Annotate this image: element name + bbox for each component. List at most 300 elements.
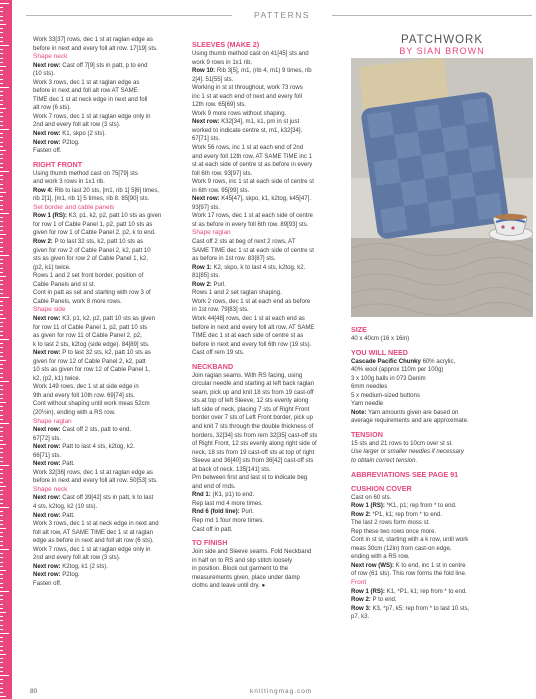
bold-label: Row 2: xyxy=(351,511,371,518)
column-2 xyxy=(192,36,342,591)
body-line: before in next and every foll alt row. 17[19] sts. xyxy=(33,45,158,52)
body-line xyxy=(33,460,183,469)
section-heading: TENSION xyxy=(351,429,383,439)
section-heading: CUSHION COVER xyxy=(351,483,412,493)
ruler-tick xyxy=(0,7,3,8)
ruler-tick xyxy=(0,251,3,252)
body-line: work 9 rows in 1x1 rib. xyxy=(192,59,253,66)
ruler-tick xyxy=(0,440,3,441)
ruler-tick xyxy=(0,322,3,323)
ruler-tick xyxy=(0,95,3,96)
ruler-tick xyxy=(0,490,3,491)
ruler-tick xyxy=(0,578,3,579)
column-3 xyxy=(351,325,531,622)
ruler-tick xyxy=(0,339,9,340)
body-line: Using thumb method cast on 75[79] sts xyxy=(33,170,138,177)
body-line: sts as given for row 2 of Cable Panel 1, k2, xyxy=(33,256,148,263)
ruler-tick xyxy=(0,238,3,239)
bold-label: Row 3: xyxy=(351,605,371,612)
body-line xyxy=(351,596,531,605)
body-line: Yarn needle xyxy=(351,401,384,408)
body-line: Work 7 rows, dec 1 st at raglan edge only in xyxy=(33,113,151,120)
body-line: and work 3 rows in 1x1 rib. xyxy=(33,179,105,186)
body-line: (p2, k1) twice. xyxy=(33,264,71,271)
pattern-title: PATCHWORK xyxy=(400,34,484,46)
line-text: Cast off 7[9] sts in patt, p to end xyxy=(60,62,148,69)
body-line: and knit 7 sts through the double thickness of xyxy=(192,423,314,430)
body-line: given for row 12 of Cable Panel 2, k2, patt xyxy=(33,358,146,365)
sub-heading: Shape neck xyxy=(33,485,68,493)
ruler-tick xyxy=(0,402,6,403)
ruler-tick xyxy=(0,616,3,617)
body-line: Pm between first and last st to indicate beg xyxy=(192,475,308,482)
body-line: (20½in), ending with a RS row. xyxy=(33,409,116,416)
body-line: st as before in every foll 6th row. 89[93] sts. xyxy=(192,221,309,228)
bold-label: Next row: xyxy=(33,427,61,434)
section-label: PATTERNS xyxy=(253,10,311,20)
body-line: Cast off 2 sts at beg of next 2 rows, AT xyxy=(192,239,296,246)
ruler-tick xyxy=(0,104,3,105)
ruler-tick xyxy=(0,389,3,390)
ruler-tick xyxy=(0,377,3,378)
ruler-tick xyxy=(0,696,6,697)
ruler-tick xyxy=(0,654,6,655)
ruler-tick xyxy=(0,574,3,575)
ruler-tick xyxy=(0,335,3,336)
body-line xyxy=(351,358,531,367)
body-line: Work 9 more rows without shaping. xyxy=(192,110,287,117)
ruler-tick xyxy=(0,406,3,407)
ruler-tick xyxy=(0,289,3,290)
bold-label: Row 1 (RS): xyxy=(351,503,385,510)
body-line: p7, k3. xyxy=(351,614,370,621)
ruler-tick xyxy=(0,70,3,71)
ruler-tick xyxy=(0,297,9,298)
ruler-tick xyxy=(0,276,6,277)
ruler-tick xyxy=(0,133,3,134)
body-line: at back of neck. 135[141] sts. xyxy=(192,466,271,473)
ruler-tick xyxy=(0,121,3,122)
section-heading: RIGHT FRONT xyxy=(33,159,83,169)
body-line: meas 30cm (12in) from cast-on edge, xyxy=(351,545,452,552)
ruler-tick xyxy=(0,347,3,348)
line-text: *K1, p1; rep from * to end. xyxy=(384,503,457,510)
body-line: left side of neck, placing 7 sts of Right Front xyxy=(192,406,310,413)
ruler-tick xyxy=(0,394,3,395)
header-rule-left xyxy=(26,15,232,16)
ruler-tick xyxy=(0,385,3,386)
body-line xyxy=(33,62,183,71)
ruler-tick xyxy=(0,671,3,672)
body-line: 2[4]. 51[55] sts. xyxy=(192,76,234,83)
ruler-tick xyxy=(0,137,3,138)
body-line: Work 33[37] rows, dec 1 st at raglan edge as xyxy=(33,37,153,43)
ruler-tick xyxy=(0,20,3,21)
ruler-tick xyxy=(0,486,6,487)
header-rule-right xyxy=(332,15,532,16)
note-text: to obtain correct tension. xyxy=(351,458,418,465)
ruler-tick xyxy=(0,591,9,592)
body-line xyxy=(33,426,183,435)
ruler-tick xyxy=(0,532,3,533)
ruler-tick xyxy=(0,381,9,382)
ruler-tick xyxy=(0,112,3,113)
body-line xyxy=(33,315,183,324)
body-line: of row (61 sts). This row forms the fold line. xyxy=(351,571,467,578)
ruler-tick xyxy=(0,398,3,399)
ruler-tick xyxy=(0,587,3,588)
line-text: Purl. xyxy=(211,281,226,288)
bold-label: Note: xyxy=(351,409,367,416)
body-line: Cast on 60 sts. xyxy=(351,494,392,501)
line-text: K1, *P1, k1; rep from * to end. xyxy=(384,588,467,595)
ruler-tick xyxy=(0,318,6,319)
line-text: Patt. xyxy=(60,461,75,468)
bold-label: Row 10: xyxy=(192,68,216,75)
ruler-tick xyxy=(0,171,9,172)
ruler-tick xyxy=(0,66,6,67)
body-line: for row 1 of Cable Panel 1, p2, patt 10 sts as xyxy=(33,221,153,228)
body-line: foll alt row, AT SAME TIME dec 1 st at raglan xyxy=(33,529,153,536)
line-text: K2tog, k1 (2 sts). xyxy=(60,563,108,570)
bold-label: Next row: xyxy=(33,139,61,146)
ruler-tick xyxy=(0,620,3,621)
body-line: Working in st st throughout, work 73 rows xyxy=(192,85,303,92)
line-text: K to end, inc 1 st in centre xyxy=(394,562,466,569)
ruler-tick xyxy=(0,675,9,676)
body-line: borders, 32[34] sts from rem 32[35] cast-off sts xyxy=(192,432,318,439)
body-line xyxy=(33,238,183,247)
ruler-tick xyxy=(0,226,3,227)
section-heading: NECKBAND xyxy=(192,361,234,371)
ruler-tick xyxy=(0,150,6,151)
bold-label: Next row: xyxy=(33,461,61,468)
body-line: Work 44[48] rows, dec 1 st at each end as xyxy=(192,315,305,322)
line-text: Purl. xyxy=(239,509,254,516)
body-line xyxy=(33,349,183,358)
ruler-tick xyxy=(0,410,3,411)
body-line: before in next and foll alt row AT SAME xyxy=(33,88,138,95)
bold-label: Row 1 (RS): xyxy=(351,588,385,595)
ruler-tick xyxy=(0,457,3,458)
ruler-tick xyxy=(0,448,3,449)
body-line: for row 11 of Cable Panel 1, p2, patt 10 sts xyxy=(33,324,148,331)
ruler-tick xyxy=(0,83,3,84)
ruler-tick xyxy=(0,163,3,164)
ruler-tick xyxy=(0,234,6,235)
ruler-tick xyxy=(0,683,3,684)
body-line: (10 sts). xyxy=(33,71,55,78)
line-text: Patt. xyxy=(60,512,75,519)
ruler-tick xyxy=(0,633,9,634)
ruler-tick xyxy=(0,305,3,306)
body-line xyxy=(351,562,531,571)
body-line: Cable Panels and st st. xyxy=(33,281,96,288)
body-line: circular needle and starting at left back raglan xyxy=(192,381,315,388)
ruler-tick xyxy=(0,599,3,600)
body-line xyxy=(192,195,342,204)
ruler-tick xyxy=(0,16,3,17)
body-line: Work 17 rows, dec 1 st at each side of centre xyxy=(192,213,313,220)
bold-label: Next row: xyxy=(33,572,61,579)
ruler-tick xyxy=(0,368,3,369)
body-line xyxy=(33,139,183,148)
ruler-tick xyxy=(0,154,3,155)
body-line: Cable Panels, work 8 more rows. xyxy=(33,298,122,305)
line-text: 60% acrylic, xyxy=(420,358,456,365)
body-line xyxy=(33,563,183,572)
ruler-tick xyxy=(0,604,3,605)
ruler-tick xyxy=(0,217,3,218)
body-line: Join raglan seams. With RS facing, using xyxy=(192,372,303,379)
bold-label: Next row: xyxy=(33,62,61,69)
ruler-tick xyxy=(0,259,3,260)
body-line: 6mm needles xyxy=(351,384,388,391)
body-line: Rep these two rows once more. xyxy=(351,528,437,535)
line-text: *P1, k1; rep from * to end. xyxy=(370,511,443,518)
line-text: P to last 32 sts, k2, patt 10 sts as xyxy=(52,239,144,246)
body-line xyxy=(33,512,183,521)
ruler-tick xyxy=(0,595,3,596)
bold-label: Row 2: xyxy=(192,281,212,288)
body-line: border over 7 sts of Left Front border, pick up xyxy=(192,415,313,422)
line-text: Patt to last 4 sts, k2tog, k2. xyxy=(60,444,135,451)
body-line: 10 sts as given for row 12 of Cable Panel 1, xyxy=(33,367,150,374)
ruler-tick xyxy=(0,364,3,365)
ruler-tick xyxy=(0,247,3,248)
ruler-tick xyxy=(0,688,3,689)
ruler-tick xyxy=(0,53,3,54)
ruler-tick xyxy=(0,331,3,332)
bold-label: Next row: xyxy=(192,119,220,126)
ruler-tick xyxy=(0,284,3,285)
ruler-tick xyxy=(0,146,3,147)
ruler-tick xyxy=(0,74,3,75)
ruler-tick xyxy=(0,662,3,663)
ruler-tick xyxy=(0,511,3,512)
body-line xyxy=(33,443,183,452)
body-line: rib 2[1], [m1, rib 1] 5 times, rib 8. 85[90] sts. xyxy=(33,196,150,203)
body-line: 9th and every foll 10th row. 69[74] sts. xyxy=(33,392,135,399)
sub-heading: Shape raglan xyxy=(33,417,72,425)
ruler-tick xyxy=(0,343,3,344)
bold-label: Next row: xyxy=(192,196,220,203)
ruler-tick xyxy=(0,301,3,302)
footer-site: knittingmag.com xyxy=(250,688,313,695)
line-text: K32[34], m1, k1, pm in st just xyxy=(219,119,300,126)
section-heading: SIZE xyxy=(351,325,367,334)
ruler-tick xyxy=(0,3,9,4)
ruler-tick xyxy=(0,566,3,567)
body-line: Work 9 rows, inc 1 st at each side of centre st xyxy=(192,179,314,186)
line-text: Rib to last 20 sts, [m1, rib 1] 5[6] times, xyxy=(52,187,160,194)
body-line: Work 7 rows, dec 1 st at raglan edge only in xyxy=(33,546,151,553)
ruler-tick xyxy=(0,268,3,269)
ruler-tick xyxy=(0,549,9,550)
body-line: Fasten off. xyxy=(33,580,62,587)
ruler-tick xyxy=(0,360,6,361)
ruler-tick xyxy=(0,192,6,193)
ruler-tick xyxy=(0,469,3,470)
ruler-tick xyxy=(0,494,3,495)
bold-label: Row 1: xyxy=(192,264,212,271)
side-ruler xyxy=(0,0,12,699)
ruler-tick xyxy=(0,167,3,168)
body-line: seam, pick up and knit 18 sts from 19 cast-off xyxy=(192,389,314,396)
line-text: P2tog. xyxy=(60,139,80,146)
ruler-tick xyxy=(0,499,3,500)
body-line: Fasten off. xyxy=(33,148,62,155)
body-line: alt row (6 sts). xyxy=(33,105,71,112)
ruler-tick xyxy=(0,326,3,327)
body-line: of Right Front, 12 sts evenly along right side of xyxy=(192,441,317,448)
page-footer xyxy=(30,688,530,698)
body-line xyxy=(33,187,183,196)
bold-label: Next row: xyxy=(33,131,61,138)
ruler-tick xyxy=(0,175,3,176)
body-line: Work 56 rows, inc 1 st at each end of 2nd xyxy=(192,145,304,152)
bold-label: Next row: xyxy=(33,350,61,357)
body-line xyxy=(33,130,183,139)
sub-heading: Set border and cable panels xyxy=(33,203,115,211)
pattern-designer: BY SIAN BROWN xyxy=(399,46,485,56)
ruler-tick xyxy=(0,625,3,626)
body-line: 67[71] sts. xyxy=(192,136,220,143)
body-line: cloths and leave until dry. ● xyxy=(192,583,266,590)
body-line: 67[72] sts. xyxy=(33,435,61,442)
body-line: as given for row 11 of Cable Panel 2, p2, xyxy=(33,333,142,340)
body-line xyxy=(192,118,342,127)
sub-heading: Front xyxy=(351,579,367,587)
note-text: Use larger or smaller needles if necessary xyxy=(351,449,464,456)
ruler-tick xyxy=(0,213,9,214)
body-line xyxy=(351,605,531,614)
ruler-tick xyxy=(0,570,6,571)
body-line xyxy=(351,588,531,597)
ruler-tick xyxy=(0,188,3,189)
body-line: 81[85] sts. xyxy=(192,273,220,280)
body-line: and end of rnds. xyxy=(192,483,236,490)
line-text: Cast off 2 sts, patt to end. xyxy=(60,427,132,434)
ruler-tick xyxy=(0,692,3,693)
body-line: 2nd and every foll alt row (3 sts). xyxy=(33,555,121,562)
ruler-tick xyxy=(0,436,3,437)
body-line xyxy=(351,511,531,520)
ruler-tick xyxy=(0,423,9,424)
section-heading: TO FINISH xyxy=(192,538,228,548)
body-line: Work 149 rows, dec 1 st at side edge in xyxy=(33,384,139,391)
ruler-tick xyxy=(0,541,3,542)
body-line: 40 x 40cm (16 x 16in) xyxy=(351,336,410,342)
body-line: k2, (p2, k1) twice. xyxy=(33,375,81,382)
body-line: given for row 2 of Cable Panel 2, k2, patt 10 xyxy=(33,247,151,254)
body-line xyxy=(192,67,342,76)
line-text: K3, *p7, k5; rep from * to last 10 sts, xyxy=(370,605,470,612)
ruler-tick xyxy=(0,28,3,29)
ruler-tick xyxy=(0,221,3,222)
ruler-tick xyxy=(0,629,3,630)
bold-label: Rnd 1: xyxy=(192,492,211,499)
body-line: average requirements and are approximate. xyxy=(351,418,469,425)
ruler-tick xyxy=(0,100,3,101)
body-line: sts at top of left Sleeve, 12 sts evenly along xyxy=(192,398,309,405)
body-line: Rows 1 and 2 set front border, position of xyxy=(33,273,144,280)
body-line: before in next and every foll alt row, AT SAME xyxy=(192,324,315,331)
section-heading: ABBREVIATIONS SEE PAGE 91 xyxy=(351,469,459,479)
ruler-tick xyxy=(0,641,3,642)
body-line: 12th row. 65[69] sts. xyxy=(192,102,247,109)
body-line: k to last 2 sts, k2tog (side edge). 84[89] sts. xyxy=(33,341,150,348)
line-text: P to last 32 sts, k2, patt 10 sts as xyxy=(60,350,151,357)
ruler-tick xyxy=(0,87,9,88)
ruler-tick xyxy=(0,310,3,311)
ruler-tick xyxy=(0,553,3,554)
ruler-tick xyxy=(0,45,9,46)
ruler-tick xyxy=(0,562,3,563)
ruler-tick xyxy=(0,507,9,508)
line-text: Cast off 39[42] sts in patt, k to last xyxy=(60,495,154,502)
bold-label: Next row: xyxy=(33,495,61,502)
ruler-tick xyxy=(0,230,3,231)
bold-label: Row 2: xyxy=(33,239,53,246)
ruler-tick xyxy=(0,255,9,256)
sub-heading: Shape neck xyxy=(33,53,68,61)
body-line: Cast off rem 19 sts. xyxy=(192,350,245,357)
body-line: 2nd and every foll alt row (3 sts). xyxy=(33,122,121,129)
body-line xyxy=(33,494,183,503)
body-line: SAME TIME dec 1 st at each side of centre st xyxy=(192,247,314,254)
body-line: before in next and every foll 6th row (19 sts). xyxy=(192,341,312,348)
body-line: edge as before in next and foll alt row (6 sts). xyxy=(33,538,154,545)
line-text: (K1, p1) to end. xyxy=(210,492,255,499)
line-text: K2, skpo, k to last 4 sts, k2tog, k2. xyxy=(211,264,306,271)
body-line xyxy=(192,281,342,290)
body-line: as before in 1st row. 83[87] sts. xyxy=(192,256,276,263)
body-line: in half on to RS and slip stitch loosely xyxy=(192,557,293,564)
line-text: Yarn amounts given are based on xyxy=(366,409,459,416)
sub-heading: Shape side xyxy=(33,306,66,314)
column-1 xyxy=(33,36,183,588)
section-heading: SLEEVES (MAKE 2) xyxy=(192,40,260,49)
ruler-tick xyxy=(0,583,3,584)
ruler-tick xyxy=(0,58,3,59)
ruler-tick xyxy=(0,536,3,537)
body-line: measurements given, place under damp xyxy=(192,574,300,581)
ruler-tick xyxy=(0,461,3,462)
body-line: in 1st row. 79[83] sts. xyxy=(192,307,249,314)
ruler-tick xyxy=(0,431,3,432)
line-text: P to end. xyxy=(370,597,397,604)
line-text: K3, p1, k2, p2, patt 10 sts as given xyxy=(66,213,162,220)
body-line: Rep rnd 1 four more times. xyxy=(192,517,264,524)
body-line: Rep last rnd 4 more times. xyxy=(192,500,263,507)
body-line: 40% wool (approx 110m per 100g) xyxy=(351,367,444,374)
ruler-tick xyxy=(0,520,3,521)
body-line: Work 2 rows, dec 1 st at each end as before xyxy=(192,298,311,305)
ruler-tick xyxy=(0,184,3,185)
body-line: Rows 1 and 2 set raglan shaping. xyxy=(192,290,282,297)
body-line: Cont in st st, starting with a k row, until work xyxy=(351,537,469,544)
body-line: 15 sts and 21 rows to 10cm over st st. xyxy=(351,440,453,447)
ruler-tick xyxy=(0,524,3,525)
body-line xyxy=(351,409,531,418)
body-line: inc 1 st at each end of next and every foll xyxy=(192,93,302,100)
body-line xyxy=(192,508,342,517)
bold-label: Next row: xyxy=(33,512,61,519)
line-text: P2tog. xyxy=(60,572,80,579)
ruler-tick xyxy=(0,62,3,63)
bold-label: Next row: xyxy=(33,315,61,322)
